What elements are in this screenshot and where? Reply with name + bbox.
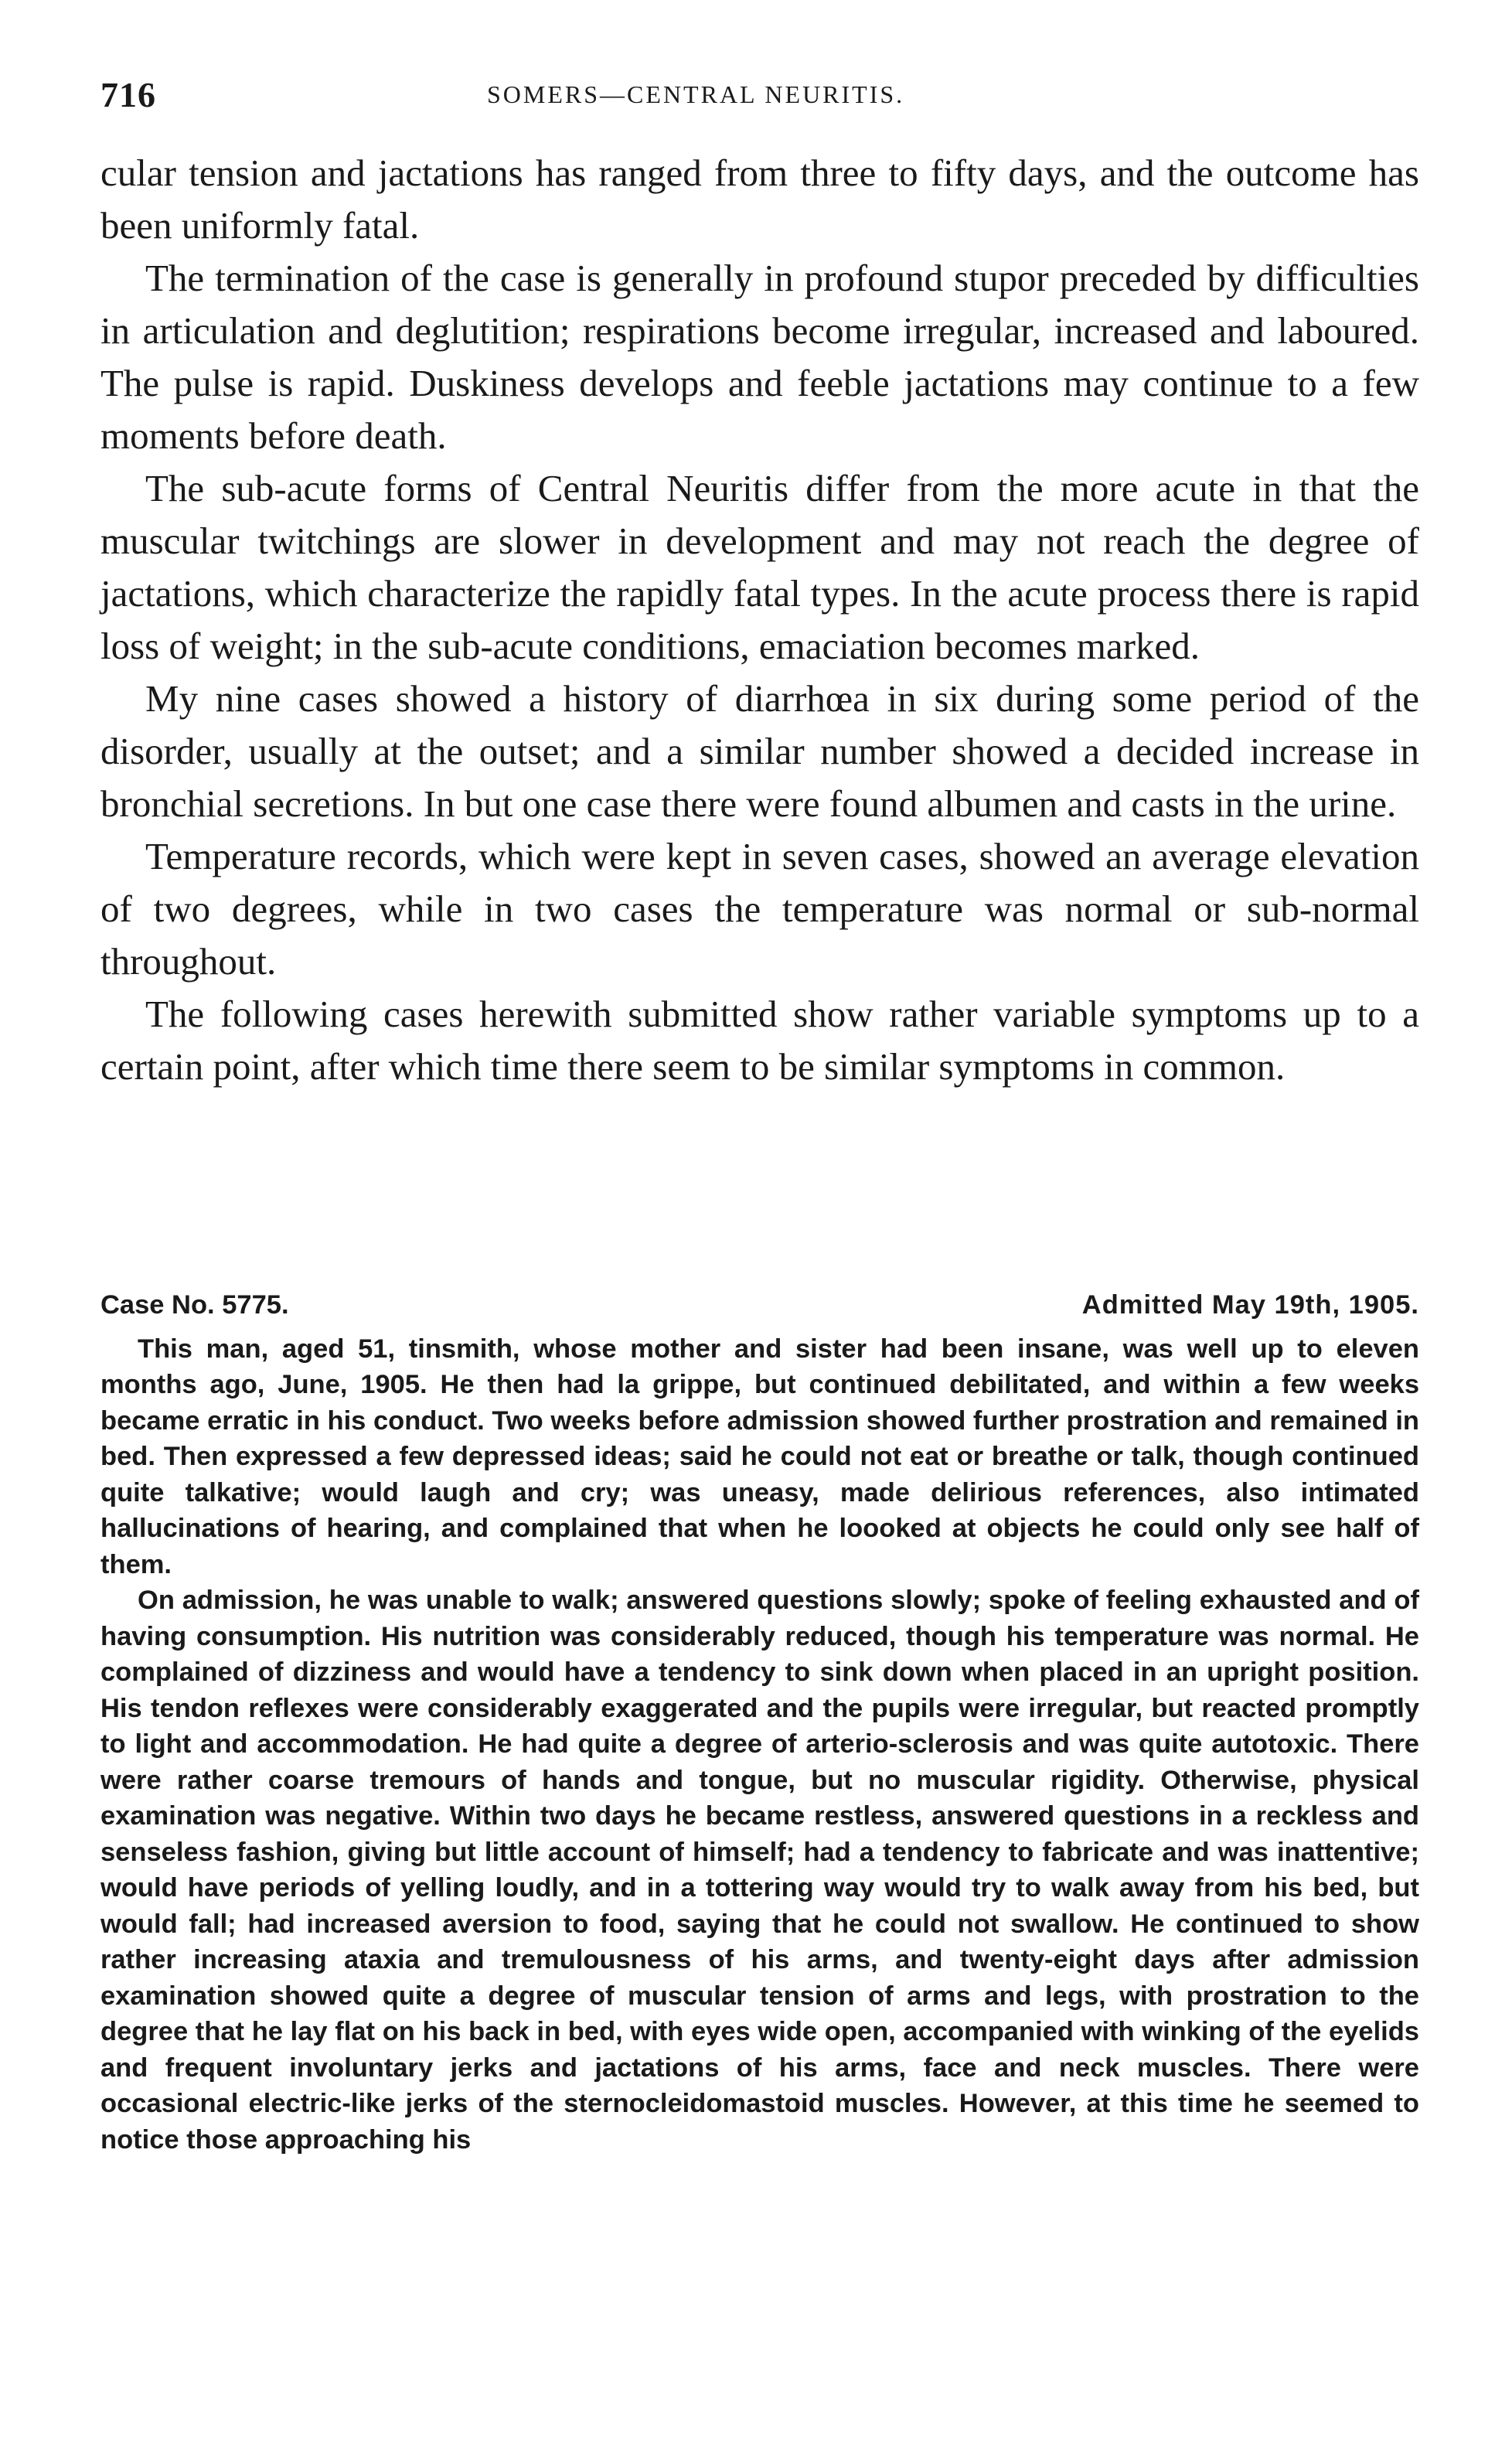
case-header [100,1287,1419,1323]
case-history-paragraph: This man, aged 51, tinsmith, whose mother and sister had been insane, was well up to eleven months ago, June, 1905. He then had la grippe, but continued debilitated, and within a few weeks became erratic in his conduct. Two weeks before admission showed further prostration and remained in bed. Then expressed a few depressed ideas; said he could not eat or breathe or talk, though continued quite talkative; would laugh and cry; was uneasy, made delirious references, also intimated hallucinations of hearing, and complained that when he loooked at objects he could only see half of them. [100,1334,1419,1579]
paragraph-nine-cases: My nine cases showed a history of diarrhœa in six during some period of the disorder, usually at the outset; and a similar number showed a decided increase in bronchial secretions. In but one case there were found albumen and casts in the urine. [100,677,1419,825]
page-number: 716 [100,75,156,114]
paragraph-temperature: Temperature records, which were kept in seven cases, showed an average elevation of two degrees, while in two cases the temperature was normal or sub-normal throughout. [100,835,1419,983]
main-text [100,147,1419,1093]
paragraph-continuation: cular tension and jactations has ranged from three to fifty days, and the outcome has been uniformly fatal. [100,152,1419,247]
running-head: SOMERS—CENTRAL NEURITIS. [487,80,905,108]
case-title: Case No. 5775. [100,1290,289,1320]
page-header [100,74,1412,128]
paragraph-termination: The termination of the case is generally in profound stupor preceded by difficulties in articulation and deglutition; respirations become irregular, increased and laboured. The pulse is rapid. Duskiness develops and feeble jactations may continue to a few moments before death. [100,257,1419,457]
paragraph-subacute: The sub-acute forms of Central Neuritis differ from the more acute in that the muscular twitchings are slower in development and may not reach the degree of jactations, which characterize the rapidly fatal types. In the acute process there is rapid loss of weight; in the sub-acute conditions, emaciation becomes marked. [100,467,1419,667]
case-admission-paragraph: On admission, he was unable to walk; answered questions slowly; spoke of feeling exhausted and of having consumption. His nutrition was considerably reduced, though his temperature was normal. He complained of dizziness and would have a tendency to sink down when placed in an upright position. His tendon reflexes were considerably exaggerated and the pupils were irregular, but reacted promptly to light and accommodation. He had quite a degree of arterio-sclerosis and was quite autotoxic. There were rather coarse tremours of hands and tongue, but no muscular rigidity. Otherwise, physical examination was negative. Within two days he became restless, answered questions in a reckless and senseless fashion, giving but little account of himself; had a tendency to fabricate and was inattentive; would have periods of yelling loudly, and in a tottering way would try to walk away from his bed, but would fall; had increased aversion to food, saying that he could not swallow. He continued to show rather increasing ataxia and tremulousness of his arms, and twenty-eight days after admission examination showed quite a degree of muscular tension of arms and legs, with prostration to the degree that he lay flat on his back in bed, with eyes wide open, accompanied with winking of the eyelids and frequent involuntary jerks and jactations of his arms, face and neck muscles. There were occasional electric-like jerks of the sternocleidomastoid muscles. However, at this time he seemed to notice those approaching his [100,1586,1419,2155]
paragraph-following-cases: The following cases herewith submitted show rather variable symptoms up to a certain point, after which time there seem to be similar symptoms in common. [100,993,1419,1088]
case-admitted-date: Admitted May 19th, 1905. [1081,1290,1419,1320]
case-report [100,1287,1419,2158]
